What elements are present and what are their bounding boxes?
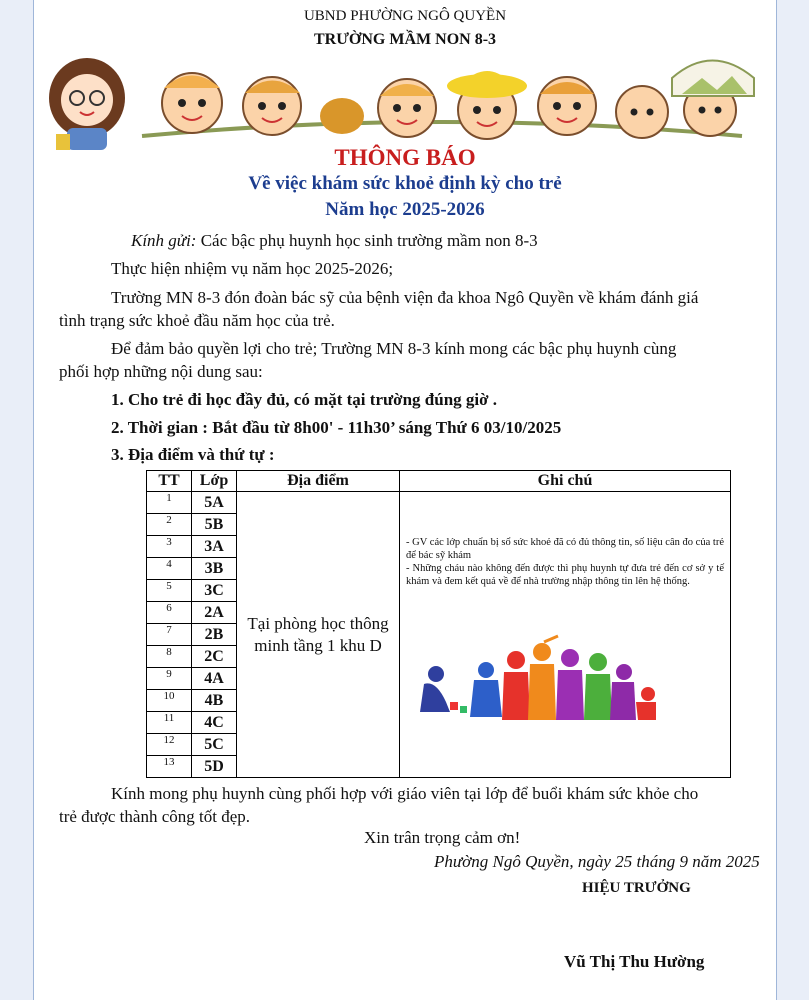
row-number: 13 [147, 756, 192, 778]
table-row [147, 492, 731, 514]
row-number: 5 [147, 580, 192, 602]
class-name: 3B [192, 558, 237, 580]
class-name: 5A [192, 492, 237, 514]
authority-name: UBND PHƯỜNG NGÔ QUYỀN [303, 8, 507, 24]
class-name: 2A [192, 602, 237, 624]
item-1: 1. Cho trẻ đi học đầy đủ, có mặt tại trường đúng giờ . [111, 390, 498, 409]
paragraph-3-line-1: Để đảm bảo quyền lợi cho trẻ; Trường MN 8-3 kính mong các bậc phụ huynh cùng [111, 339, 677, 358]
class-name: 5C [192, 734, 237, 756]
paragraph-3-line-2: phối hợp những nội dung sau: [59, 362, 263, 381]
header-dia-diem: Địa điểm [237, 471, 400, 492]
row-number: 9 [147, 668, 192, 690]
paragraph-2-line-2: tình trạng sức khoẻ đầu năm học của trẻ. [59, 311, 335, 330]
row-number: 6 [147, 602, 192, 624]
table-header-row [147, 471, 731, 492]
closing-line-1: Kính mong phụ huynh cùng phối hợp với giáo viên tại lớp để buổi khám sức khỏe cho [111, 784, 699, 803]
closing-line-2: trẻ được thành công tốt đẹp. [59, 807, 250, 826]
signer-name: Vũ Thị Thu Hường [564, 952, 705, 971]
row-number: 1 [147, 492, 192, 514]
greeting-line [131, 229, 538, 253]
row-number: 10 [147, 690, 192, 712]
paragraph-2-line-1: Trường MN 8-3 đón đoàn bác sỹ của bệnh viện đa khoa Ngô Quyền về khám đánh giá [111, 288, 699, 307]
item-3: 3. Địa điểm và thứ tự : [111, 445, 275, 464]
place-date: Phường Ngô Quyền, ngày 25 tháng 9 năm 2025 [434, 852, 760, 871]
note-1: - GV các lớp chuẩn bị sổ sức khoẻ đã có đủ thông tin, số liệu cân đo của trẻ để bác sỹ khám [406, 537, 724, 561]
header-lop: Lớp [192, 471, 237, 492]
playing-children-illustration [406, 632, 656, 732]
class-name: 4B [192, 690, 237, 712]
note-cell [400, 492, 731, 778]
greeting-label: Kính gửi: [131, 231, 197, 250]
row-number: 12 [147, 734, 192, 756]
school-year: Năm học 2025-2026 [325, 199, 485, 220]
note-2: - Những cháu nào không đến được thì phụ huynh tự đưa trẻ đến cơ sở y tế khám và đem kết quả về để nhà trường nhập thông tin lên hệ thống. [406, 563, 724, 587]
class-name: 5D [192, 756, 237, 778]
row-number: 7 [147, 624, 192, 646]
row-number: 11 [147, 712, 192, 734]
class-name: 3A [192, 536, 237, 558]
notice-page [33, 0, 777, 1000]
row-number: 8 [147, 646, 192, 668]
item-2: 2. Thời gian : Bắt đầu từ 8h00' - 11h30’ sáng Thứ 6 03/10/2025 [111, 418, 562, 437]
schedule-table [146, 470, 731, 778]
header-tt: TT [147, 471, 192, 492]
children-banner-illustration [42, 48, 770, 150]
class-name: 4C [192, 712, 237, 734]
row-number: 2 [147, 514, 192, 536]
notice-subject: Về việc khám sức khoẻ định kỳ cho trẻ [248, 173, 562, 194]
class-name: 2C [192, 646, 237, 668]
class-name: 2B [192, 624, 237, 646]
girl-illustration [49, 58, 125, 150]
location-cell: Tại phòng học thông minh tầng 1 khu D [237, 492, 400, 778]
faces-row-illustration [142, 61, 754, 140]
row-number: 4 [147, 558, 192, 580]
header-ghi-chu: Ghi chú [400, 471, 731, 492]
school-name: TRƯỜNG MẦM NON 8-3 [313, 31, 497, 48]
thanks-text: Xin trân trọng cảm ơn! [364, 828, 521, 847]
class-name: 5B [192, 514, 237, 536]
class-name: 4A [192, 668, 237, 690]
greeting-text: Các bậc phụ huynh học sinh trường mầm non 8-3 [196, 231, 538, 250]
note-text [400, 492, 730, 588]
class-name: 3C [192, 580, 237, 602]
notice-title: THÔNG BÁO [334, 145, 476, 170]
signer-role: HIỆU TRƯỞNG [582, 880, 691, 896]
paragraph-1: Thực hiện nhiệm vụ năm học 2025-2026; [111, 259, 394, 278]
row-number: 3 [147, 536, 192, 558]
